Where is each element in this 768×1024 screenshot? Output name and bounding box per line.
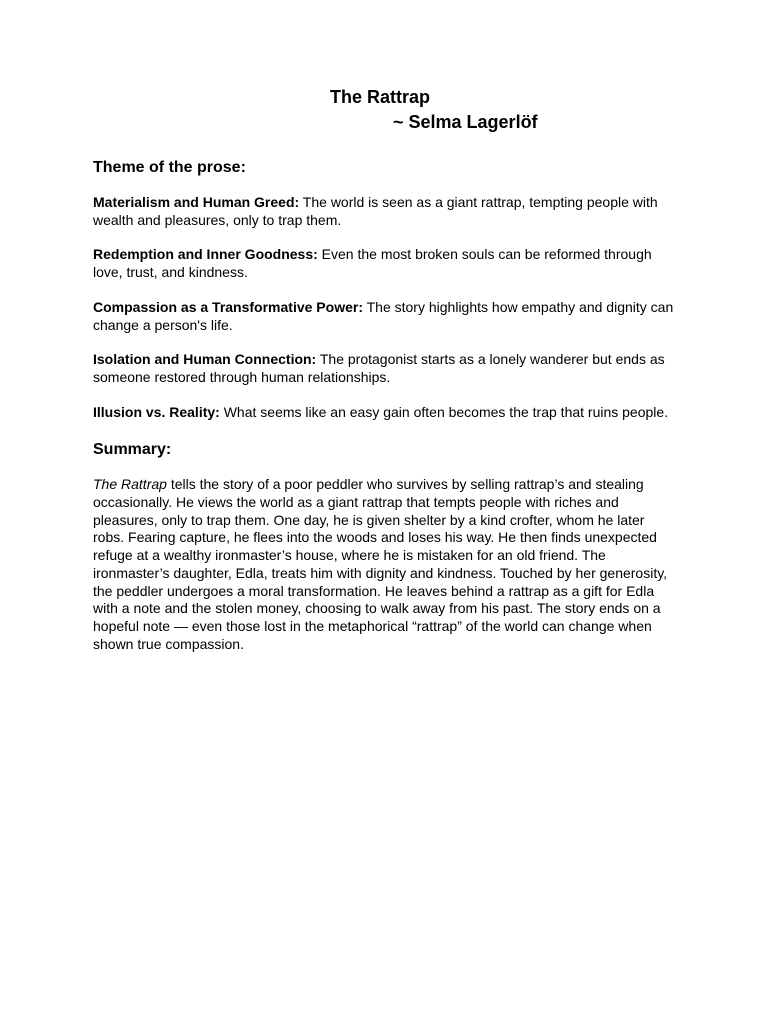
theme-item — [93, 404, 678, 422]
theme-item — [93, 246, 678, 281]
theme-item — [93, 299, 678, 334]
theme-text: The protagonist starts as a lonely wanderer but ends as someone restored through human relationships. — [93, 351, 665, 385]
theme-term: Compassion as a Transformative Power: — [93, 298, 363, 315]
theme-text: The story highlights how empathy and dignity can change a person's life. — [93, 298, 674, 333]
summary-paragraph — [93, 476, 678, 653]
theme-text: Even the most broken souls can be reformed through love, trust, and kindness. — [93, 246, 652, 281]
document-title: The Rattrap — [330, 87, 431, 107]
theme-term: Materialism and Human Greed: — [93, 194, 300, 210]
document-body — [93, 158, 678, 653]
summary-heading: Summary: — [93, 441, 172, 459]
document-author: ~ Selma Lagerlöf — [393, 112, 538, 132]
theme-term: Redemption and Inner Goodness: — [93, 246, 318, 263]
theme-text: What seems like an easy gain often becomes the trap that ruins people. — [219, 403, 669, 420]
theme-term: Isolation and Human Connection: — [93, 351, 317, 368]
theme-item — [93, 194, 678, 229]
theme-text: The world is seen as a giant rattrap, tempting people with wealth and pleasures, only to trap them. — [93, 194, 658, 228]
theme-item — [93, 351, 678, 386]
theme-term: Illusion vs. Reality: — [93, 403, 220, 420]
summary-text: tells the story of a poor peddler who survives by selling rattrap’s and stealing occasionally. He views the world as a giant rattrap that tempts people with riches and pleasures, only to trap them. One day, he is given shelter by a kind crofter, whom he later robs. Fearing capture, he flees into the woods and loses his way. He then finds unexpected refuge at a wealthy ironmaster’s house, where he is mistaken for an old friend. The ironmaster’s daughter, Edla, treats him with dignity and kindness. Touched by her generosity, the peddler undergoes a moral transformation. He leaves behind a rattrap as a gift for Edla with a note and the stolen money, choosing to walk away from his past. The story ends on a hopeful note — even those lost in the metaphorical “rattrap” of the world can change when shown true compassion. — [93, 476, 668, 652]
summary-book-title: The Rattrap — [93, 476, 167, 493]
themes-heading: Theme of the prose: — [93, 159, 246, 176]
